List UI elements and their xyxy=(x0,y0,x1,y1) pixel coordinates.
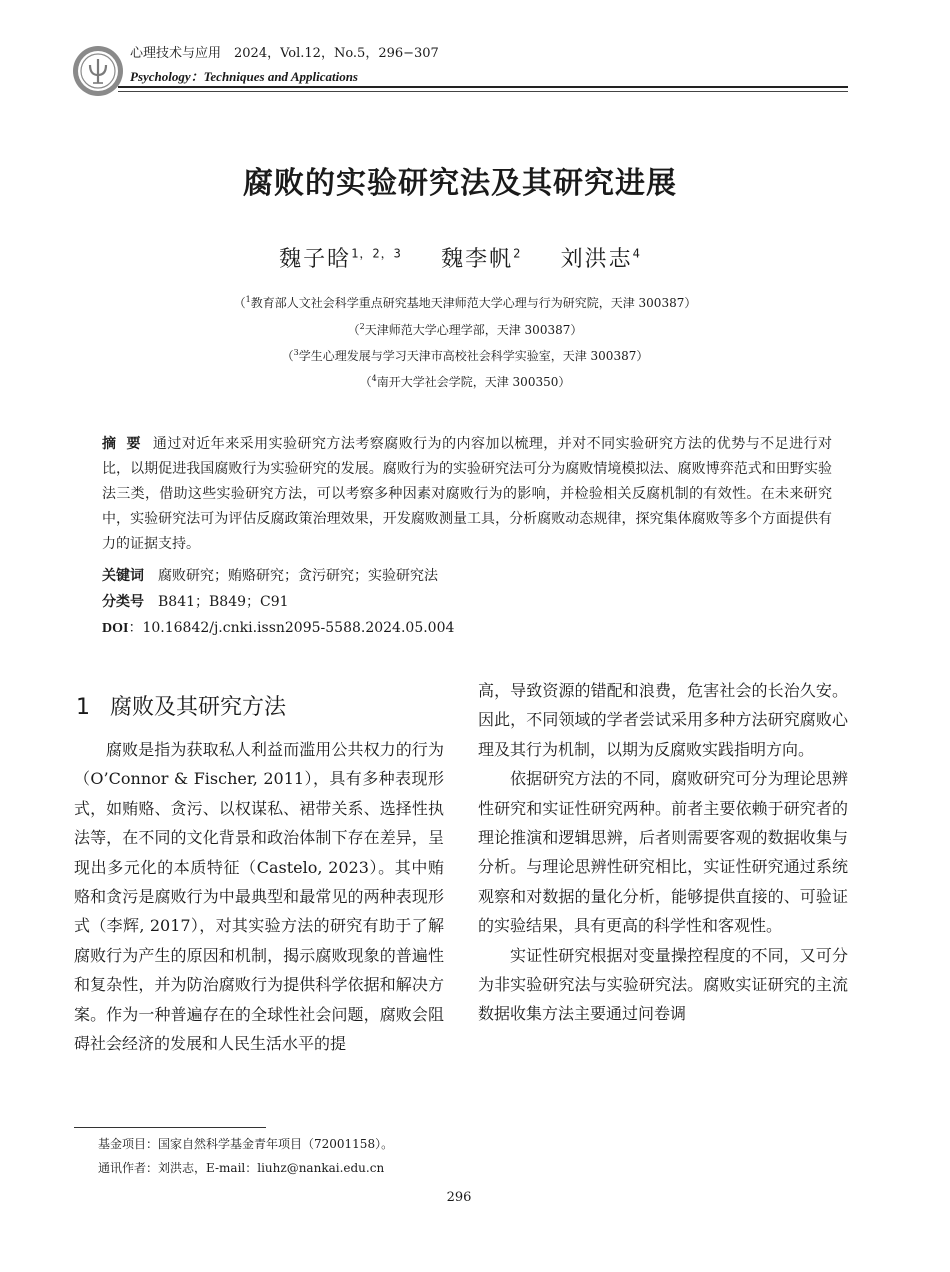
author-name: 魏子晗 xyxy=(279,247,352,272)
section-heading xyxy=(76,690,286,721)
keywords xyxy=(102,565,438,585)
paper-title: 腐败的实验研究法及其研究进展 xyxy=(243,166,677,201)
abstract-label: 摘要 xyxy=(102,436,151,452)
author-affil-sup: 4 xyxy=(632,246,641,261)
left-column xyxy=(74,735,444,1058)
journal-english-name: Psychology：Techniques and Applications xyxy=(130,69,358,84)
affil-sup: 1 xyxy=(245,295,251,304)
affil-sup: 4 xyxy=(371,374,377,383)
footnote-rule xyxy=(74,1127,266,1128)
affil-sup: 3 xyxy=(293,348,299,357)
paragraph-continuation: 高，导致资源的错配和浪费，危害社会的长治久安。因此，不同领域的学者尝试采用多种方法研究腐败心理及其行为机制，以期为反腐败实践指明方向。 xyxy=(478,681,848,759)
keywords-label: 关键词 xyxy=(102,568,144,584)
author-affil-sup: 2 xyxy=(513,246,522,261)
author-2 xyxy=(441,247,521,272)
author-name: 刘洪志 xyxy=(560,247,633,272)
classification-text: B841；B849；C91 xyxy=(158,594,289,610)
footnote-correspondence: 通讯作者：刘洪志，E-mail：liuhz@nankai.edu.cn xyxy=(98,1161,385,1175)
affil-text: 教育部人文社会科学重点研究基地天津师范大学心理与行为研究院，天津 300387 xyxy=(250,296,685,310)
classification-label: 分类号 xyxy=(102,594,144,610)
classification xyxy=(102,591,289,611)
affiliation-2: （$^2$天津师范大学心理学部，天津 300387） xyxy=(347,322,583,337)
paragraph: 腐败是指为获取私人利益而滥用公共权力的行为（O’Connor & Fischer, 2011），具有多种表现形式，如贿赂、贪污、以权谋私、裙带关系、选择性执法等，在不同的文化背景和政治体制下存在差异，呈现出多元化的本质特征（Castelo, 2023）。其中贿赂和贪污是腐败行为中最典型和最常见的两种表现形式（李辉, 2017），对其实验方法的研究有助于了解腐败行为产生的原因和机制，揭示腐败现象的普遍性和复杂性，并为防治腐败行为提供科学依据和解决方案。作为一种普遍存在的全球性社会问题，腐败会阻碍社会经济的发展和人民生活水平的提 xyxy=(74,740,444,1054)
page-number: 296 xyxy=(446,1190,472,1205)
affiliation-3: （$^3$学生心理发展与学习天津市高校社会科学实验室，天津 300387） xyxy=(281,348,649,363)
doi-label: DOI xyxy=(102,621,129,636)
affil-sup: 2 xyxy=(359,322,365,331)
right-column xyxy=(478,676,848,1029)
section-number: 1 xyxy=(76,695,90,720)
section-title: 腐败及其研究方法 xyxy=(110,695,287,720)
header-rule xyxy=(118,86,848,88)
paragraph: 实证性研究根据对变量操控程度的不同，又可分为非实验研究法与实验研究法。腐败实证研究的主流数据收集方法主要通过问卷调 xyxy=(478,945,848,1024)
paragraph: 依据研究方法的不同，腐败研究可分为理论思辨性研究和实证性研究两种。前者主要依赖于研究者的理论推演和逻辑思辨，后者则需要客观的数据收集与分析。与理论思辨性研究相比，实证性研究通过系统观察和对数据的量化分析，能够提供直接的、可验证的实验结果，具有更高的科学性和客观性。 xyxy=(478,769,848,936)
affiliation-1: （$^1$教育部人文社会科学重点研究基地天津师范大学心理与行为研究院，天津 300387） xyxy=(233,295,697,310)
abstract xyxy=(102,432,832,557)
author-list xyxy=(0,242,920,273)
header-rule-thin xyxy=(118,91,848,92)
author-affil-sup: 1，2，3 xyxy=(351,246,402,261)
keywords-text: 腐败研究；贿赂研究；贪污研究；实验研究法 xyxy=(158,568,438,584)
affiliation-4: （$^4$南开大学社会学院，天津 300350） xyxy=(359,374,571,389)
abstract-text: 通过对近年来采用实验研究方法考察腐败行为的内容加以梳理，并对不同实验研究方法的优势与不足进行对比，以期促进我国腐败行为实验研究的发展。腐败行为的实验研究法可分为腐败情境模拟法、腐败博弈范式和田野实验法三类，借助这些实验研究方法，可以考察多种因素对腐败行为的影响，并检验相关反腐机制的有效性。在未来研究中，实验研究法可为评估反腐政策治理效果，开发腐败测量工具，分析腐败动态规律，探究集体腐败等多个方面提供有力的证据支持。 xyxy=(102,436,833,552)
doi xyxy=(102,617,454,637)
affil-text: 南开大学社会学院，天津 300350 xyxy=(376,375,559,389)
doi-text: ：10.16842/j.cnki.issn2095-5588.2024.05.004 xyxy=(128,620,455,636)
footnote-fund: 基金项目：国家自然科学基金青年项目（72001158）。 xyxy=(98,1137,394,1151)
author-1 xyxy=(279,247,402,272)
journal-seal-icon xyxy=(72,45,124,97)
author-name: 魏李帆 xyxy=(441,247,514,272)
affil-text: 天津师范大学心理学部，天津 300387 xyxy=(364,323,571,337)
author-3 xyxy=(561,247,641,272)
affil-text: 学生心理发展与学习天津市高校社会科学实验室，天津 300387 xyxy=(298,349,637,363)
journal-citation: 心理技术与应用 2024，Vol.12，No.5，296−307 xyxy=(130,46,439,61)
